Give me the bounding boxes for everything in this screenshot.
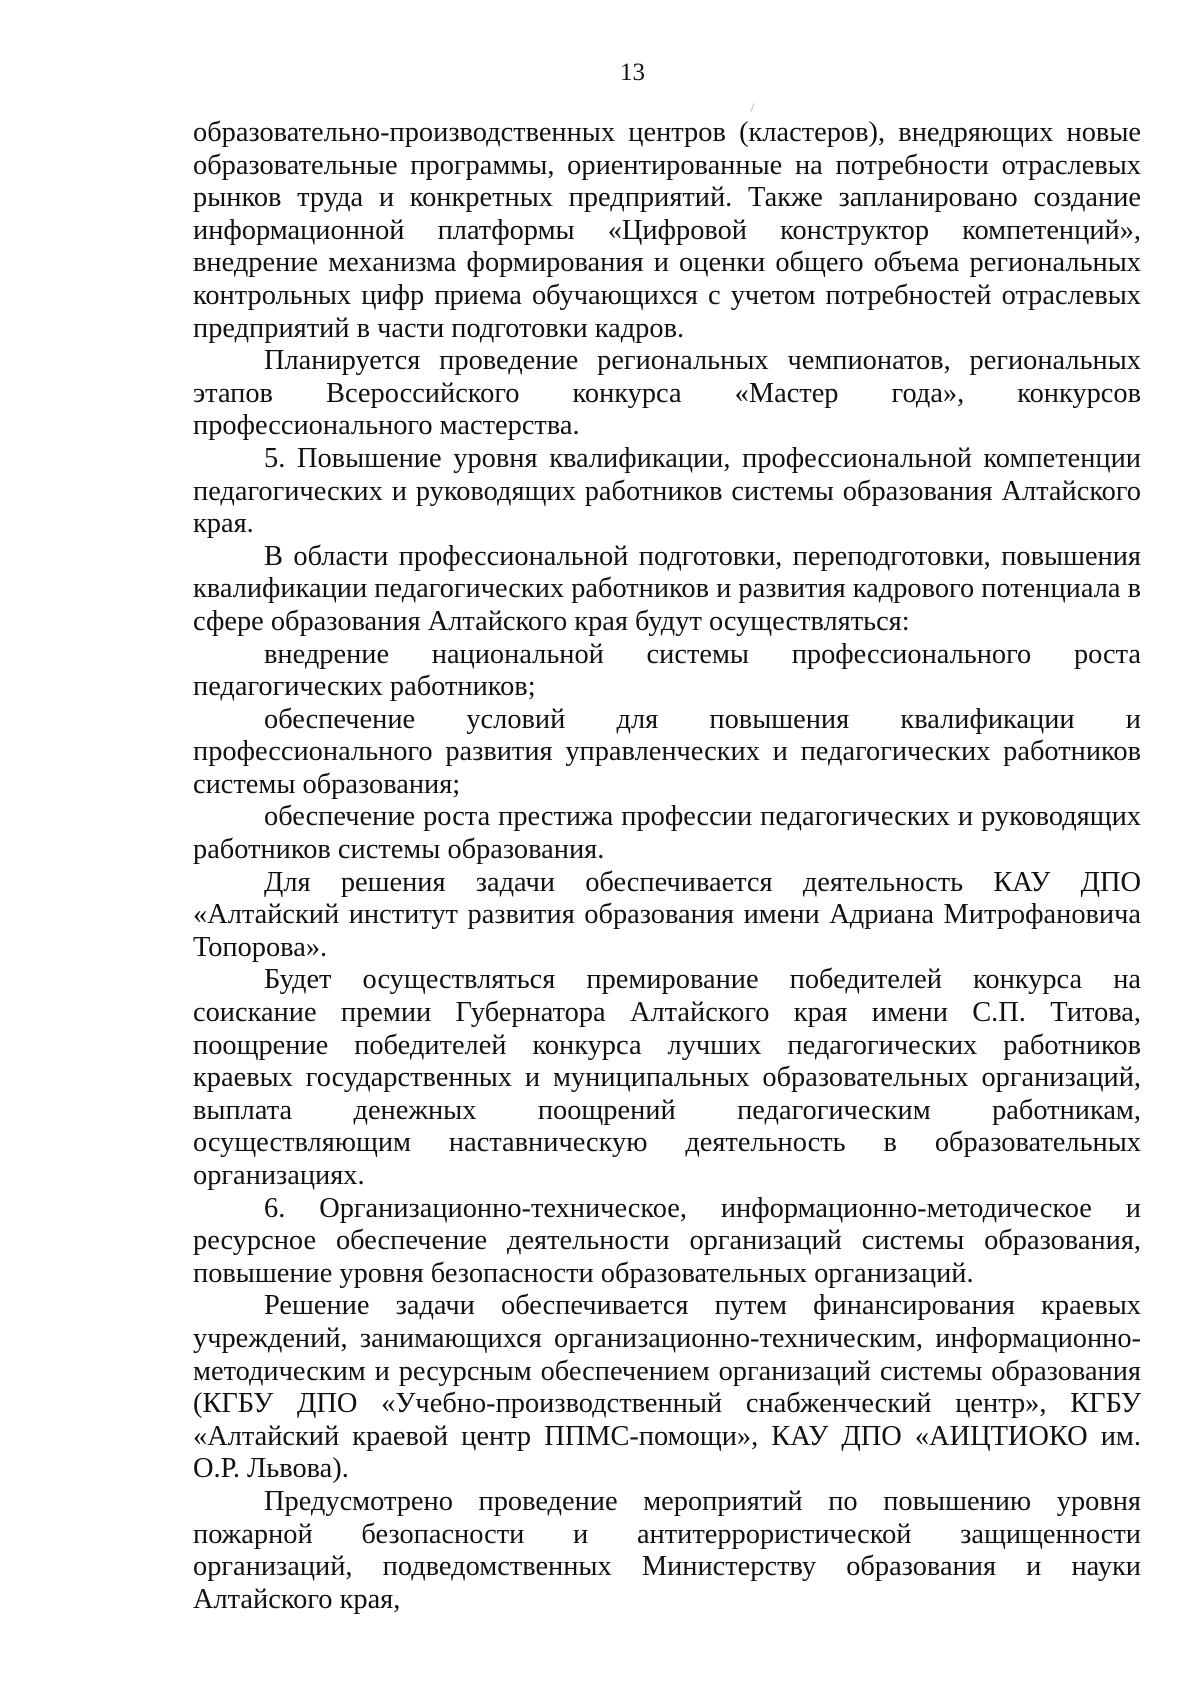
paragraph-championships: Планируется проведение региональных чемпионатов, региональных этапов Всероссийского конкурса «Мастер года», конкурсов профессионального мастерства. <box>193 345 1141 442</box>
list-item-national-system: внедрение национальной системы профессионального роста педагогических работников; <box>193 638 1141 703</box>
paragraph-funding: Решение задачи обеспечивается путем финансирования краевых учреждений, занимающихся организационно-техническим, информационно-методическим и ресурсным обеспечением организаций системы образования (КГБУ ДПО «Учебно-производственный снабженческий центр», КГБУ «Алтайский краевой центр ППМС-помощи», КАУ ДПО «АИЦТИОКО им. О.Р. Львова). <box>193 1290 1141 1485</box>
list-item-prestige: обеспечение роста престижа профессии педагогических и руководящих работников системы образования. <box>193 801 1141 866</box>
task-5-heading: 5. Повышение уровня квалификации, профессиональной компетенции педагогических и руководящих работников системы образования Алтайского края. <box>193 442 1141 540</box>
document-body <box>193 117 1141 1616</box>
paragraph-awards: Будет осуществляться премирование победителей конкурса на соискание премии Губернатора Алтайского края имени С.П. Титова, поощрение победителей конкурса лучших педагогических работников краевых государственных и муниципальных образовательных организаций, выплата денежных поощрений педагогическим работникам, осуществляющим наставническую деятельность в образовательных организациях. <box>193 964 1141 1191</box>
paragraph-institute: Для решения задачи обеспечивается деятельность КАУ ДПО «Алтайский институт развития образования имени Адриана Митрофановича Топорова». <box>193 866 1141 963</box>
task-6-heading: 6. Организационно-техническое, информационно-методическое и ресурсное обеспечение деятельности организаций системы образования, повышение уровня безопасности образовательных организаций. <box>193 1192 1141 1289</box>
page-number: 13 <box>620 59 645 86</box>
scan-mark <box>750 103 754 112</box>
paragraph-safety: Предусмотрено проведение мероприятий по повышению уровня пожарной безопасности и антитеррористической защищенности организаций, подведомственных Министерству образования и науки Алтайского края, <box>193 1485 1141 1615</box>
paragraph-continuation: образовательно-производственных центров (кластеров), внедряющих новые образовательные программы, ориентированные на потребности отраслевых рынков труда и конкретных предприятий. Также запланировано создание информационной платформы «Цифровой конструктор компетенций», внедрение механизма формирования и оценки общего объема региональных контрольных цифр приема обучающихся с учетом потребностей отраслевых предприятий в части подготовки кадров. <box>193 117 1141 344</box>
list-item-conditions: обеспечение условий для повышения квалификации и профессионального развития управленческих и педагогических работников системы образования; <box>193 703 1141 800</box>
paragraph-training-area: В области профессиональной подготовки, переподготовки, повышения квалификации педагогических работников и развития кадрового потенциала в сфере образования Алтайского края будут осуществляться: <box>193 540 1141 637</box>
